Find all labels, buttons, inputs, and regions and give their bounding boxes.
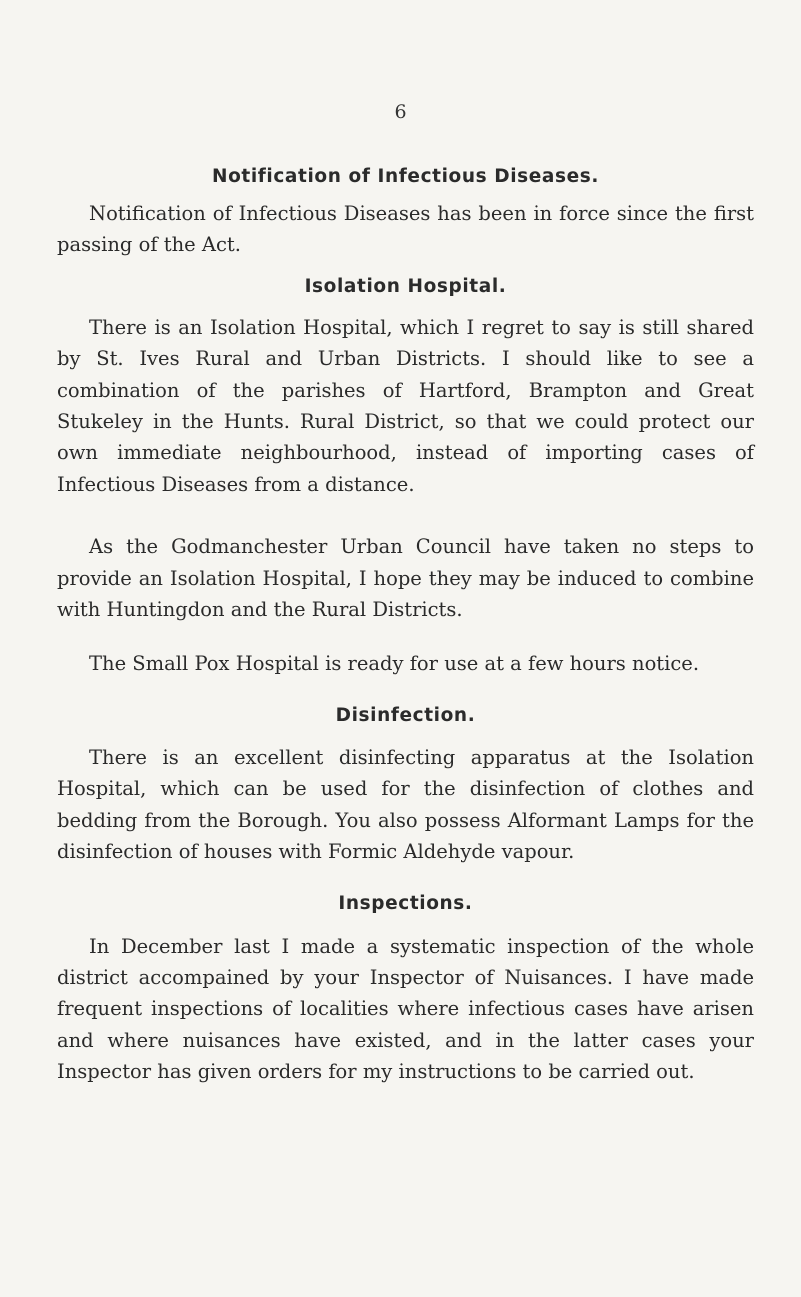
paragraph-isolation-3: The Small Pox Hospital is ready for use at a few hours notice. [89, 652, 700, 676]
page-content [57, 166, 754, 1088]
paragraph-disinfection: There is an excellent disinfecting apparatus at the Isolation Hospital, which can be used for the disinfection of clothes and bedding from the Borough. You also possess Alformant Lamps for the disinfection of houses with Formic Aldehyde vapour. [57, 745, 754, 864]
page-number: 6 [394, 101, 407, 123]
paragraph-inspections: In December last I made a systematic inspection of the whole district accompained by your Inspector of Nuisances. I have made frequent inspections of localities where infectious cases have arisen and where nuisances have existed, and in the latter cases your Inspector has given orders for my instructions to be carried out. [57, 934, 754, 1084]
paragraph-notification: Notification of Infectious Diseases has been in force since the first passing of the Act. [57, 202, 754, 257]
section-heading-isolation-hospital: Isolation Hospital. [304, 275, 507, 297]
paragraph-isolation-2: As the Godmanchester Urban Council have taken no steps to provide an Isolation Hospital, I hope they may be induced to combine with Huntingdon and the Rural Districts. [57, 535, 754, 622]
section-heading-inspections: Inspections. [338, 892, 473, 914]
section-heading-notification: Notification of Infectious Diseases. [212, 166, 599, 187]
section-heading-disinfection: Disinfection. [335, 704, 476, 726]
paragraph-isolation-1: There is an Isolation Hospital, which I regret to say is still shared by St. Ives Rural and Urban Districts. I should like to see a combination of the parishes of Hartford, Brampton and Great Stukeley in the Hunts. Rural District, so that we could protect our own immediate neighbourhood, instead of importing cases of Infectious Diseases from a distance. [57, 315, 754, 496]
